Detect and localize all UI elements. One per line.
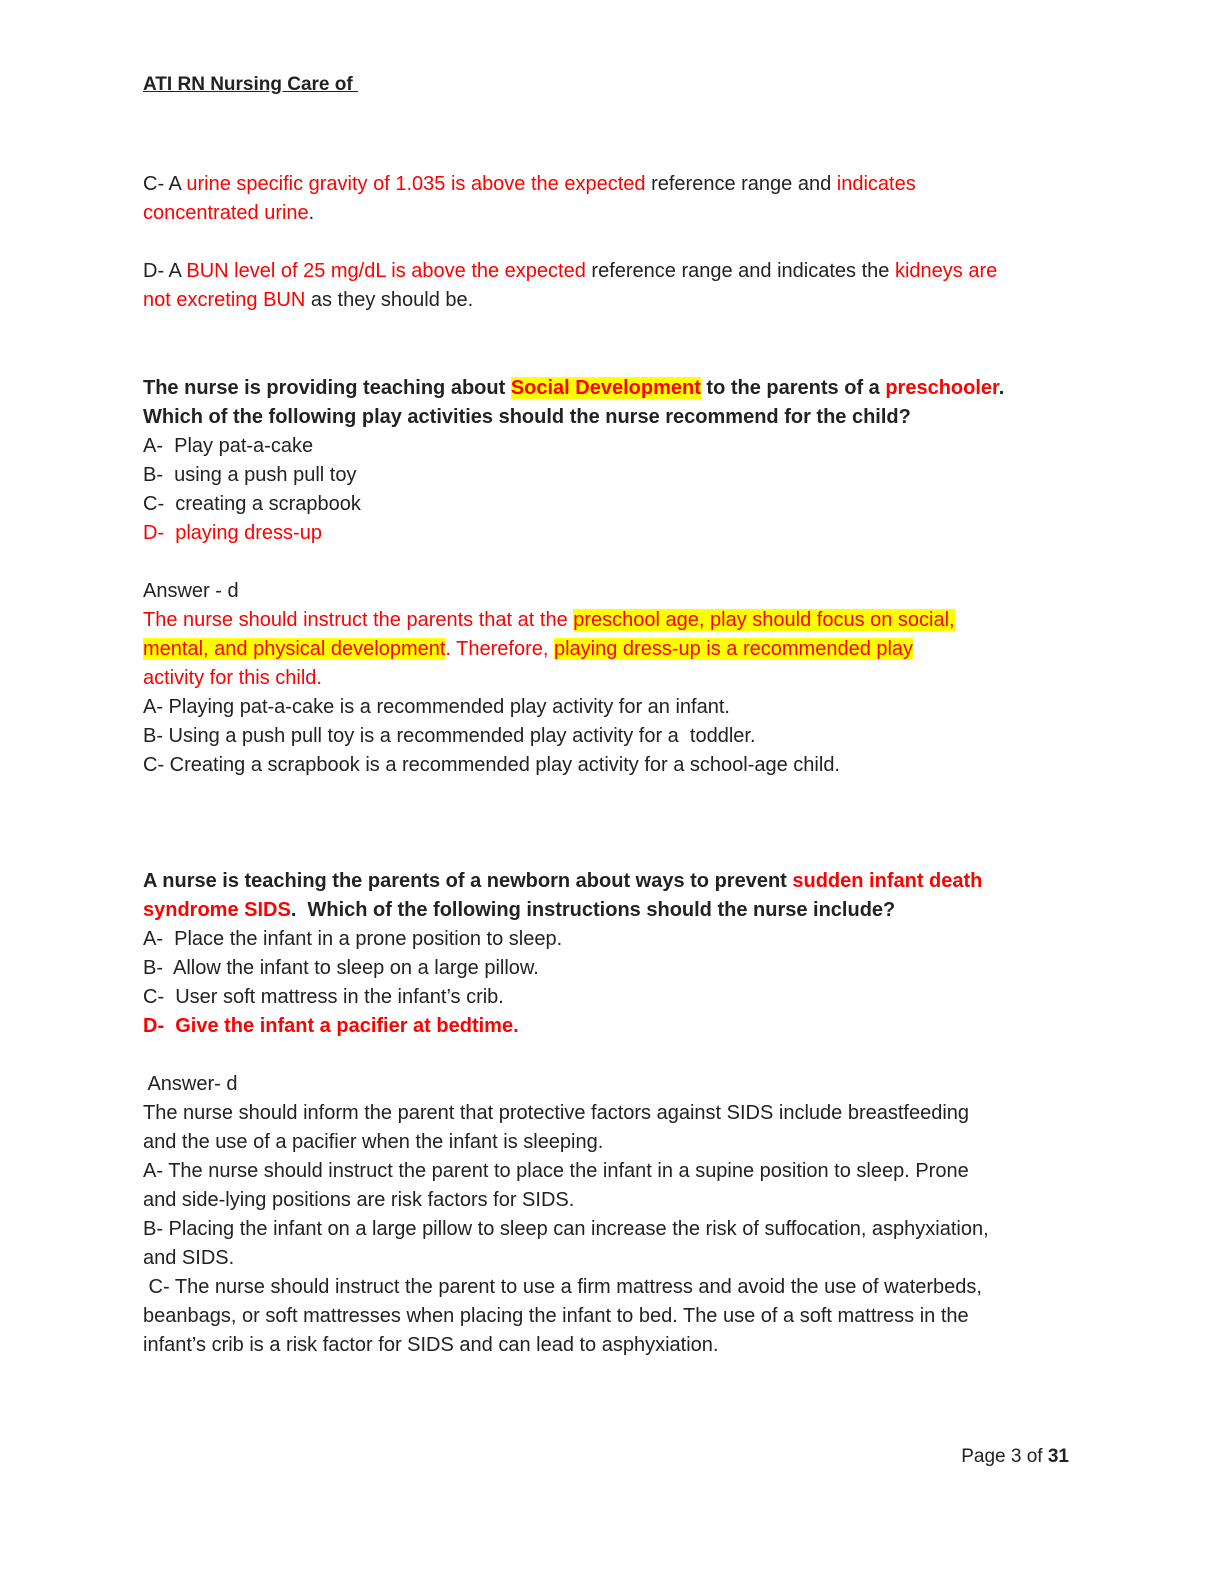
- rationale-d-line2: [143, 286, 1083, 315]
- highlight-red-text: preschooler: [885, 377, 999, 399]
- highlight-red-text: syndrome SIDS: [143, 899, 291, 921]
- answer-label: Answer- d: [143, 1073, 238, 1095]
- highlighted-term: Social Development: [510, 377, 701, 399]
- highlight-red-text: not excreting BUN: [143, 289, 306, 311]
- blank-line: [143, 1041, 1083, 1070]
- text-span: as they should be.: [305, 289, 474, 311]
- text-span: reference range and: [645, 173, 837, 195]
- text-span: .: [308, 202, 315, 224]
- document-header: ATI RN Nursing Care of: [143, 74, 358, 95]
- page-number: [961, 1446, 1069, 1468]
- question-stem-line1: [143, 867, 1083, 896]
- highlighted-text: preschool age, play should focus on social,: [573, 609, 955, 631]
- text-span: to the parents of a: [700, 377, 886, 399]
- question-stem-line2: [143, 896, 1083, 925]
- highlight-red-text: sudden infant death: [792, 870, 983, 892]
- rationale-line: B- Placing the infant on a large pillow to sleep can increase the risk of suffocation, asphyxiation,: [143, 1218, 989, 1240]
- blank-line: [143, 548, 1083, 577]
- rationale-line: and side-lying positions are risk factors for SIDS.: [143, 1189, 575, 1211]
- blank-line: [143, 228, 1083, 257]
- text-span: The nurse should instruct the parents that at the: [143, 609, 574, 631]
- answer-label: Answer - d: [143, 580, 239, 602]
- rationale-line: The nurse should inform the parent that protective factors against SIDS include breastfeeding: [143, 1102, 970, 1124]
- rationale-c-line1: [143, 170, 1083, 199]
- question-sids: [143, 867, 1083, 1360]
- highlight-red-text: urine specific gravity of 1.035 is above the expected: [186, 173, 646, 195]
- highlighted-text: mental, and physical development: [143, 638, 446, 660]
- page-total: 31: [1047, 1446, 1069, 1467]
- option-c: C- User soft mattress in the infant’s crib.: [143, 986, 504, 1008]
- explanation-a: A- Playing pat-a-cake is a recommended play activity for an infant.: [143, 696, 730, 718]
- text-span: C- A: [143, 173, 187, 195]
- rationale-line: infant’s crib is a risk factor for SIDS and can lead to asphyxiation.: [143, 1334, 719, 1356]
- rationale-c-line2: [143, 199, 1083, 228]
- option-b: B- using a push pull toy: [143, 464, 357, 486]
- page-label: Page 3 of: [961, 1446, 1048, 1467]
- rationale-line: A- The nurse should instruct the parent to place the infant in a supine position to sleep. Prone: [143, 1160, 969, 1182]
- rationale-line: and the use of a pacifier when the infant is sleeping.: [143, 1131, 604, 1153]
- option-a: A- Place the infant in a prone position to sleep.: [143, 928, 563, 950]
- explanation-b: B- Using a push pull toy is a recommended play activity for a toddler.: [143, 725, 756, 747]
- question-stem-line1: [143, 374, 1083, 403]
- highlight-red-text: BUN level of 25 mg/dL is above the expected: [186, 260, 586, 282]
- rationale-d-line1: [143, 257, 1083, 286]
- highlighted-text: playing dress-up is a recommended play: [553, 638, 914, 660]
- text-span: .: [998, 377, 1005, 399]
- text-span: reference range and indicates the: [585, 260, 895, 282]
- highlight-red-text: concentrated urine: [143, 202, 309, 224]
- explanation-c: C- Creating a scrapbook is a recommended play activity for a school-age child.: [143, 754, 840, 776]
- prior-rationale: [143, 170, 1083, 315]
- option-c: C- creating a scrapbook: [143, 493, 361, 515]
- rationale-line: beanbags, or soft mattresses when placing the infant to bed. The use of a soft mattress in the: [143, 1305, 969, 1327]
- highlight-red-text: indicates: [836, 173, 916, 195]
- rationale-line: C- The nurse should instruct the parent to use a firm mattress and avoid the use of waterbeds,: [143, 1276, 982, 1298]
- option-d-correct: D- Give the infant a pacifier at bedtime.: [143, 1015, 519, 1037]
- option-d-correct: D- playing dress-up: [143, 522, 322, 544]
- text-span: . Which of the following instructions should the nurse include?: [290, 899, 896, 921]
- rationale-line: and SIDS.: [143, 1247, 235, 1269]
- option-a: A- Play pat-a-cake: [143, 435, 314, 457]
- rationale-line1: [143, 606, 1083, 635]
- rationale-line3: activity for this child.: [143, 667, 322, 689]
- text-span: D- A: [143, 260, 187, 282]
- text-span: . Therefore,: [445, 638, 554, 660]
- question-stem-line2: Which of the following play activities should the nurse recommend for the child?: [143, 406, 911, 428]
- rationale-line2: [143, 635, 1083, 664]
- text-span: The nurse is providing teaching about: [143, 377, 511, 399]
- option-b: B- Allow the infant to sleep on a large pillow.: [143, 957, 539, 979]
- text-span: A nurse is teaching the parents of a newborn about ways to prevent: [143, 870, 793, 892]
- question-social-development: [143, 374, 1083, 780]
- highlight-red-text: kidneys are: [894, 260, 998, 282]
